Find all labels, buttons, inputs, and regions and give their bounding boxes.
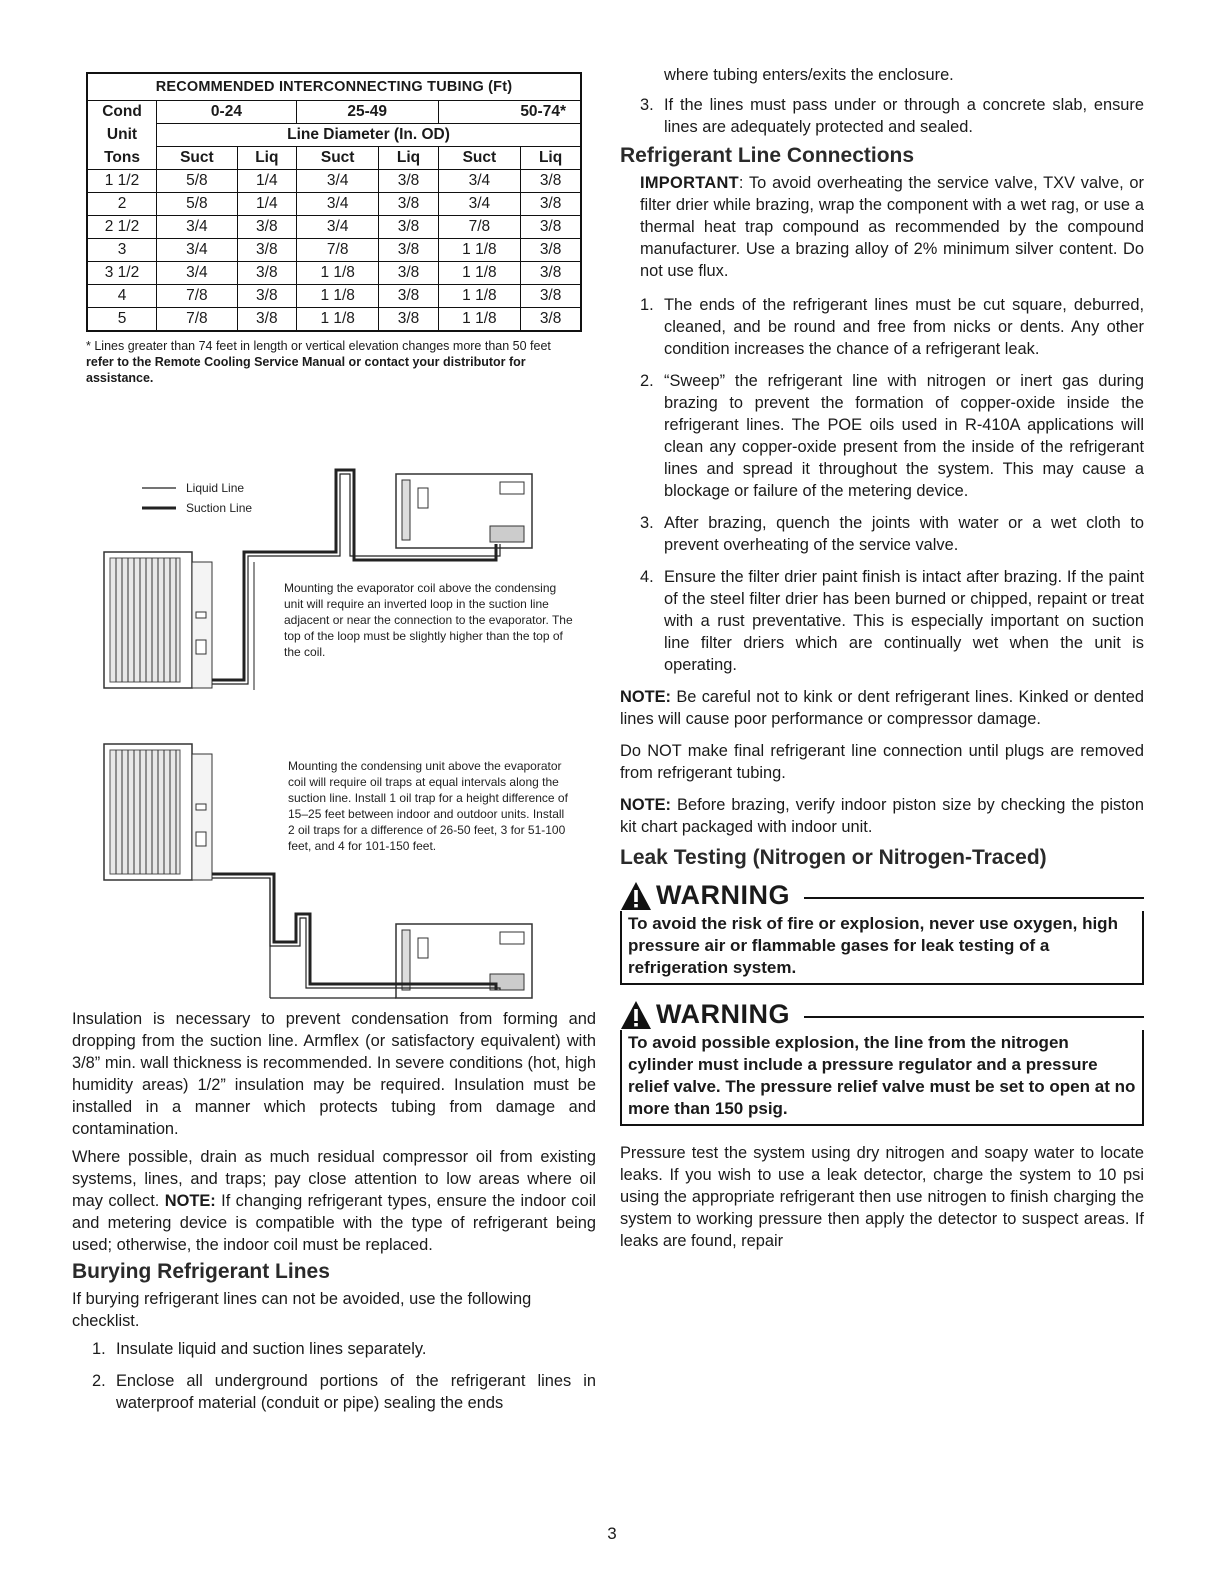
footnote-bold: refer to the Remote Cooling Service Manual or contact your distributor for assistance. [86, 355, 526, 385]
note-kink [620, 686, 1144, 730]
list-item: 3. If the lines must pass under or through a concrete slab, ensure lines are adequately protected and sealed. [640, 96, 1144, 136]
table-cell: 3/4 [296, 170, 379, 193]
table-cell: 2 [87, 193, 157, 216]
table-cell: 3/8 [521, 308, 581, 332]
table-cell: 1 1/8 [296, 262, 379, 285]
legend-suction: Suction Line [186, 501, 253, 515]
row-head-unit: Unit [87, 124, 157, 147]
table-row [87, 193, 581, 216]
table-cell: 3/8 [379, 239, 438, 262]
warning-icon [620, 1000, 652, 1030]
sub-header: Liq [379, 147, 438, 170]
sub-header: Suct [157, 147, 238, 170]
right-column [620, 64, 1144, 1252]
list-item: 4. Ensure the filter drier paint finish is intact after brazing. If the paint of the steel filter drier has been burned or chipped, repaint or treat with a rust preventative. This is especially important on suction line filter driers which are continually wet when the unit is operating. [640, 568, 1144, 674]
table-cell: 3/8 [237, 285, 296, 308]
legend-liquid: Liquid Line [186, 481, 245, 495]
list-item: 3. After brazing, quench the joints with water or a wet cloth to prevent overheating of the service valve. [640, 514, 1144, 554]
range-2: 50-74* [438, 101, 581, 124]
table-cell: 3/8 [521, 193, 581, 216]
table-cell: 3/8 [379, 308, 438, 332]
table-cell: 3 [87, 239, 157, 262]
drain-paragraph [72, 1146, 596, 1256]
table-cell: 1 1/8 [296, 308, 379, 332]
pressure-test-paragraph: Pressure test the system using dry nitrogen and soapy water to locate leaks. If you wish to use a leak detector, charge the system to 10 psi using the appropriate refrigerant then use nitrogen to finish charging the system to working pressure then apply the detector to suspect areas. If leaks are found, repair [620, 1144, 1144, 1250]
table-cell: 1/4 [237, 170, 296, 193]
table-cell: 3/8 [237, 262, 296, 285]
footnote-text: * Lines greater than 74 feet in length or vertical elevation changes more than 50 feet [86, 339, 551, 353]
table-cell: 1 1/2 [87, 170, 157, 193]
range-0: 0-24 [157, 101, 297, 124]
bury-list [72, 1338, 596, 1414]
table-cell: 4 [87, 285, 157, 308]
note-piston [620, 794, 1144, 838]
caption-top: Mounting the evaporator coil above the condensing unit will require an inverted loop in the suction line adjacent or near the connection to the evaporator. The top of the loop must be slightly higher than the top of the coil. [284, 581, 573, 659]
drain-text: Where possible, drain as much residual compressor oil from existing systems, lines, and traps; pay close attention to low areas where oil may collect. [72, 1148, 596, 1210]
warning-header [620, 880, 1144, 911]
note-text: Before brazing, verify indoor piston size by checking the piston kit chart packaged with indoor unit. [620, 796, 1144, 836]
table-cell: 5/8 [157, 170, 238, 193]
table-cell: 1/4 [237, 193, 296, 216]
table-cell: 3/8 [521, 239, 581, 262]
leak-heading: Leak Testing (Nitrogen or Nitrogen-Traced) [620, 846, 1047, 869]
table-cell: 7/8 [157, 285, 238, 308]
bury-heading: Burying Refrigerant Lines [72, 1260, 330, 1283]
table-cell: 5/8 [157, 193, 238, 216]
table-cell: 2 1/2 [87, 216, 157, 239]
caption-bottom: Mounting the condensing unit above the evaporator coil will require oil traps at equal intervals along the suction line. Install 1 oil trap for a height difference of 15–25 feet between indoor and outdoor units. Install 2 oil traps for a difference of 26-50 feet, 3 for 51-100 feet, and 4 for 101-150 feet. [288, 759, 568, 853]
table-cell: 3/8 [237, 239, 296, 262]
table-cell: 3/8 [379, 170, 438, 193]
continued-text: where tubing enters/exits the enclosure. [664, 66, 954, 84]
table-cell: 3/8 [379, 262, 438, 285]
warning-icon [620, 881, 652, 911]
left-text [72, 1008, 596, 1424]
drain-note-label: NOTE: [164, 1192, 216, 1210]
row-head-cond: Cond [87, 101, 157, 124]
important-text: : To avoid overheating the service valve, TXV valve, or filter drier while brazing, wrap the component with a wet rag, or use a thermal heat trap compound as recommended by the compound manufacturer. Use a brazing alloy of 2% minimum silver content. Do not use flux. [640, 174, 1144, 280]
table-row [87, 170, 581, 193]
table-cell: 7/8 [438, 216, 521, 239]
table-cell: 1 1/8 [438, 262, 521, 285]
table-row [87, 216, 581, 239]
list-item: 2. “Sweep” the refrigerant line with nitrogen or inert gas during brazing to prevent the formation of copper-oxide inside the refrigerant lines. The POE oils used in R-410A applications will clean any copper-oxide present from the inside of the refrigerant lines and spread it throughout the system. This may cause a blockage or failure of the metering device. [640, 372, 1144, 500]
line-diameter: Line Diameter (In. OD) [157, 124, 582, 147]
list-item: 1. Insulate liquid and suction lines separately. [92, 1340, 427, 1358]
table-cell: 3/4 [157, 239, 238, 262]
table-cell: 3/8 [237, 308, 296, 332]
warning-box-2: To avoid possible explosion, the line from the nitrogen cylinder must include a pressure regulator and a pressure relief valve. The pressure relief valve must be set to open at no more than 150 psig. [620, 1030, 1144, 1126]
evaporator-coil-icon [396, 474, 532, 548]
note-label: NOTE: [620, 796, 671, 814]
table-cell: 3/4 [157, 216, 238, 239]
table-cell: 3/8 [521, 216, 581, 239]
table-cell: 3/4 [157, 262, 238, 285]
sub-header: Liq [237, 147, 296, 170]
table-cell: 3/8 [237, 216, 296, 239]
warning-label: WARNING [656, 880, 790, 910]
table-cell: 5 [87, 308, 157, 332]
table-cell: 3/8 [379, 193, 438, 216]
table-cell: 3/8 [521, 262, 581, 285]
warning-box-1: To avoid the risk of fire or explosion, never use oxygen, high pressure air or flammable gases for leak testing of a refrigeration system. [620, 911, 1144, 985]
table-title: RECOMMENDED INTERCONNECTING TUBING (Ft) [87, 73, 581, 101]
page-number: 3 [607, 1524, 617, 1543]
table-cell: 3/8 [379, 285, 438, 308]
note-label: NOTE: [620, 688, 671, 706]
table-cell: 1 1/8 [438, 285, 521, 308]
bury-intro: If burying refrigerant lines can not be avoided, use the following checklist. [72, 1290, 532, 1330]
table-cell: 7/8 [296, 239, 379, 262]
table-cell: 3/4 [296, 216, 379, 239]
drain-text-2: If changing refrigerant types, ensure the indoor coil and metering device is compatible with the type of refrigerant being used; otherwise, the indoor coil must be replaced. [72, 1192, 596, 1254]
table-cell: 3/4 [438, 170, 521, 193]
table-cell: 3/8 [521, 285, 581, 308]
table-cell: 3/8 [521, 170, 581, 193]
table-cell: 3/4 [296, 193, 379, 216]
condensing-unit-icon [104, 744, 212, 880]
connections-heading: Refrigerant Line Connections [620, 144, 915, 167]
range-1: 25-49 [296, 101, 438, 124]
important-label: IMPORTANT [640, 174, 739, 192]
table-row [87, 239, 581, 262]
warning-header [620, 999, 1144, 1030]
plugs-paragraph: Do NOT make final refrigerant line connection until plugs are removed from refrigerant tubing. [620, 742, 1144, 782]
list-item: 2. Enclose all underground portions of the refrigerant lines in waterproof material (conduit or pipe) sealing the ends [92, 1372, 596, 1412]
list-item: 1. The ends of the refrigerant lines must be cut square, deburred, cleaned, and be round and free from nicks or dents. Any other condition increases the chance of a refrigerant leak. [640, 296, 1144, 358]
condensing-unit-icon [104, 552, 212, 688]
sub-header: Suct [438, 147, 521, 170]
table-cell: 1 1/8 [438, 239, 521, 262]
table-cell: 3/8 [379, 216, 438, 239]
note-text: Be careful not to kink or dent refrigerant lines. Kinked or dented lines will cause poor performance or compressor damage. [620, 688, 1144, 728]
warning-label: WARNING [656, 999, 790, 1029]
insulation-paragraph: Insulation is necessary to prevent condensation from forming and dropping from the suction line. Armflex (or satisfactory equivalent) with 3/8” min. wall thickness is recommended. In severe conditions (hot, high humidity areas) 1/2” insulation may be required. Insulation must be installed in a manner which protects tubing from damage and contamination. [72, 1010, 596, 1138]
row-head-tons: Tons [87, 147, 157, 170]
important-paragraph [620, 172, 1144, 282]
table-cell: 3 1/2 [87, 262, 157, 285]
table-cell: 7/8 [157, 308, 238, 332]
evaporator-coil-icon [396, 924, 532, 998]
bury-list-continued [620, 94, 1144, 138]
table-cell: 1 1/8 [296, 285, 379, 308]
connections-list [620, 294, 1144, 676]
table-cell: 1 1/8 [438, 308, 521, 332]
sub-header: Liq [521, 147, 581, 170]
sub-header: Suct [296, 147, 379, 170]
table-cell: 3/4 [438, 193, 521, 216]
